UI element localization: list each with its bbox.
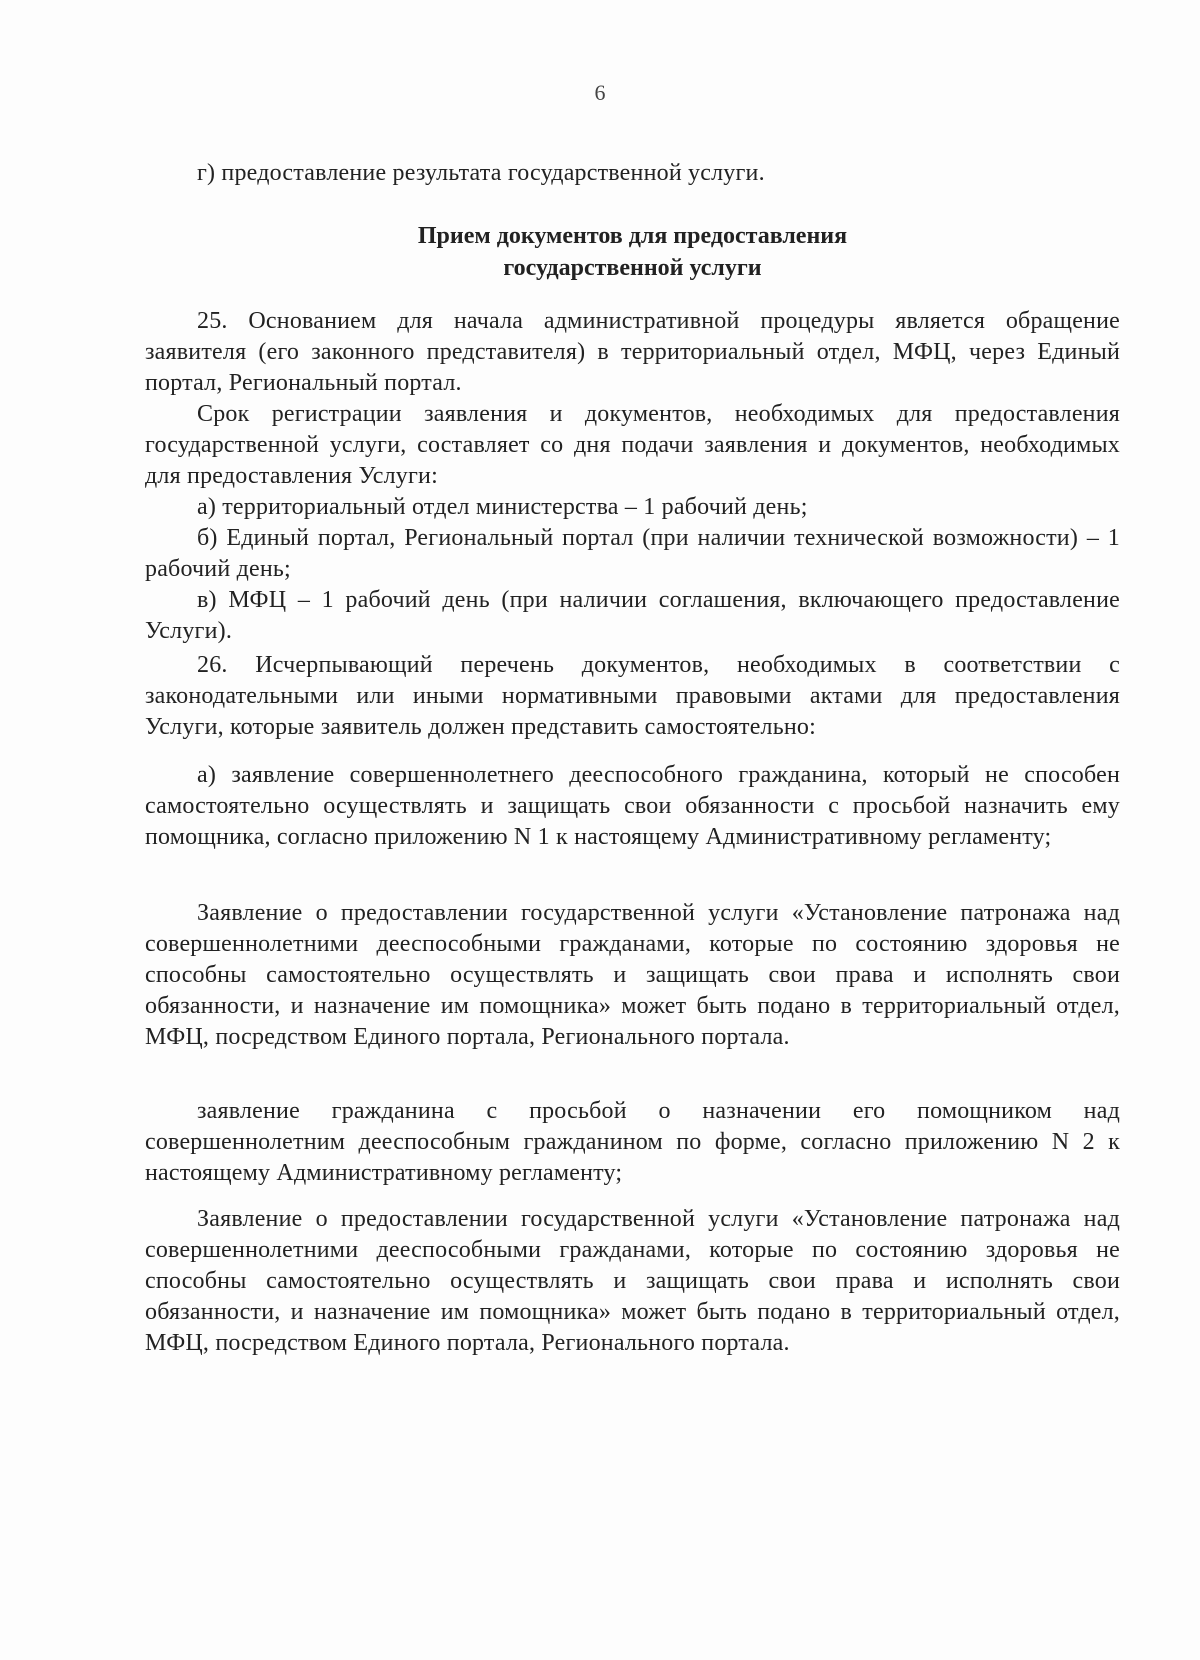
item-g-block [145, 158, 1120, 189]
p25-item-v: в) МФЦ – 1 рабочий день (при наличии соглашения, включающего предоставление Услуги). [145, 587, 1120, 644]
statement-1-block [145, 898, 1120, 1053]
p26-item-a-block [145, 760, 1120, 853]
section-heading-line1: Прием документов для предоставления [417, 223, 848, 249]
page-number: 6 [594, 80, 606, 105]
section-heading-line2: государственной услуги [503, 255, 762, 281]
section-heading [145, 220, 1120, 284]
p25-deadline: Срок регистрации заявления и документов, необходимых для предоставления государственной услуги, составляет со дня подачи заявления и документов, необходимых для предоставления Услуги: [145, 401, 1120, 489]
citizen-application: заявление гражданина с просьбой о назначении его помощником над совершеннолетним дееспособным гражданином по форме, согласно приложению N 2 к настоящему Административному регламенту; [145, 1098, 1120, 1186]
item-g: г) предоставление результата государственной услуги. [197, 160, 765, 186]
paragraph-26 [145, 650, 1120, 743]
p26-item-a: а) заявление совершеннолетнего дееспособного гражданина, который не способен самостоятельно осуществлять и защищать свои обязанности с просьбой назначить ему помощника, согласно приложению N 1 к настоящему Административному регламенту; [145, 762, 1120, 850]
statement-2: Заявление о предоставлении государственной услуги «Установление патронажа над совершеннолетними дееспособными гражданами, которые по состоянию здоровья не способны самостоятельно осуществлять и защищать свои права и исполнять свои обязанности, и назначение им помощника» может быть подано в территориальный отдел, МФЦ, посредством Единого портала, Регионального портала. [145, 1206, 1120, 1356]
p26-intro: 26. Исчерпывающий перечень документов, необходимых в соответствии с законодательными или иными нормативными правовыми актами для предоставления Услуги, которые заявитель должен представить самостоятельно: [145, 652, 1120, 740]
statement-2-block [145, 1204, 1120, 1359]
p25-main: 25. Основанием для начала административной процедуры является обращение заявителя (его законного представителя) в территориальный отдел, МФЦ, через Единый портал, Региональный портал. [145, 308, 1120, 396]
p25-item-b: б) Единый портал, Региональный портал (при наличии технической возможности) – 1 рабочий день; [145, 525, 1120, 582]
p25-item-a: а) территориальный отдел министерства – 1 рабочий день; [197, 494, 808, 520]
paragraph-25 [145, 306, 1120, 647]
statement-1: Заявление о предоставлении государственной услуги «Установление патронажа над совершеннолетними дееспособными гражданами, которые по состоянию здоровья не способны самостоятельно осуществлять и защищать свои права и исполнять свои обязанности, и назначение им помощника» может быть подано в территориальный отдел, МФЦ, посредством Единого портала, Регионального портала. [145, 900, 1120, 1050]
citizen-application-block [145, 1096, 1120, 1189]
